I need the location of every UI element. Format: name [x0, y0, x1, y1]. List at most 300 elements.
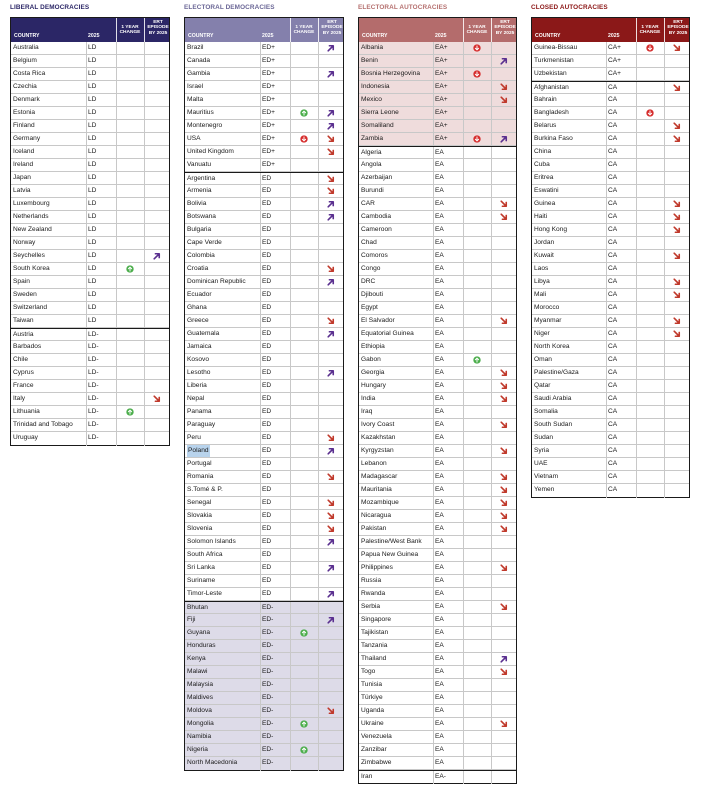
cell-divider [318, 133, 319, 146]
cell-divider [606, 133, 607, 146]
cell-divider [290, 484, 291, 497]
regime-code: ED [262, 187, 272, 194]
cell-divider [260, 302, 261, 315]
cell-divider [491, 42, 492, 55]
cell-divider [606, 315, 607, 328]
cell-divider [636, 445, 637, 458]
cell-divider [491, 393, 492, 406]
cell-divider [433, 55, 434, 68]
country-name: Latvia [13, 187, 31, 194]
cell-divider [318, 224, 319, 237]
cell-divider [433, 757, 434, 770]
cell-divider [491, 771, 492, 784]
country-name: Guinea-Bissau [534, 44, 578, 51]
regime-code: LD- [88, 421, 99, 428]
cell-divider [290, 315, 291, 328]
header-divider [144, 18, 145, 42]
cell-divider [144, 237, 145, 250]
table-row [532, 55, 689, 68]
cell-divider [260, 250, 261, 263]
table-row [185, 172, 343, 185]
cell-divider [491, 185, 492, 198]
cell-divider [463, 276, 464, 289]
country-name: Saudi Arabia [534, 395, 572, 402]
cell-divider [260, 536, 261, 549]
country-name: North Korea [534, 343, 570, 350]
regime-code: ED- [262, 720, 274, 727]
regime-code: EA [435, 538, 444, 545]
regime-code: EA [435, 564, 444, 571]
table-row [532, 211, 689, 224]
table-row [185, 510, 343, 523]
south-east-arrow-icon [673, 122, 681, 130]
cell-divider [491, 315, 492, 328]
cell-divider [116, 107, 117, 120]
table-row [11, 328, 169, 341]
cell-divider [144, 302, 145, 315]
regime-code: ED- [262, 642, 274, 649]
table-row [185, 653, 343, 666]
regime-code: ED [262, 434, 272, 441]
cell-divider [606, 250, 607, 263]
table-row [359, 445, 516, 458]
cell-divider [260, 237, 261, 250]
cell-divider [463, 471, 464, 484]
regime-code: ED [262, 226, 272, 233]
table-row [185, 146, 343, 159]
table-row [532, 68, 689, 81]
cell-divider [433, 393, 434, 406]
table-row [11, 250, 169, 263]
table-row [11, 302, 169, 315]
regime-code: EA [435, 668, 444, 675]
country-name: Paraguay [187, 421, 216, 428]
regime-code: EA [435, 161, 444, 168]
cell-divider [433, 367, 434, 380]
regime-code: EA [435, 720, 444, 727]
cell-divider [116, 341, 117, 354]
regime-code: EA- [435, 773, 446, 780]
regime-code: ED [262, 408, 272, 415]
table-row [185, 679, 343, 692]
cell-divider [144, 250, 145, 263]
regime-code: LD [88, 265, 97, 272]
cell-divider [86, 432, 87, 446]
regime-code: EA [435, 707, 444, 714]
cell-divider [491, 133, 492, 146]
table-row [359, 510, 516, 523]
cell-divider [491, 159, 492, 172]
regime-code: CA [608, 447, 618, 454]
country-name: Palestine/West Bank [361, 538, 422, 545]
cell-divider [433, 341, 434, 354]
cell-divider [260, 419, 261, 432]
table-header [185, 18, 343, 42]
country-name: Romania [187, 473, 214, 480]
cell-divider [433, 771, 434, 784]
cell-divider [318, 614, 319, 627]
regime-code: CA [608, 330, 618, 337]
cell-divider [491, 614, 492, 627]
regime-code: EA [435, 655, 444, 662]
country-name: Equatorial Guinea [361, 330, 414, 337]
country-name: Uzbekistan [534, 70, 567, 77]
cell-divider [318, 588, 319, 601]
regime-code: EA [435, 174, 444, 181]
table-row [532, 250, 689, 263]
regime-code: EA+ [435, 109, 448, 116]
cell-divider [144, 107, 145, 120]
cell-divider [463, 198, 464, 211]
cell-divider [433, 263, 434, 276]
cell-divider [636, 458, 637, 471]
regime-code: ED+ [262, 109, 276, 116]
table-row [532, 484, 689, 497]
cell-divider [433, 510, 434, 523]
cell-divider [86, 250, 87, 263]
cell-divider [606, 82, 607, 94]
regime-code: EA [435, 252, 444, 259]
cell-divider [433, 354, 434, 367]
cell-divider [144, 432, 145, 446]
cell-divider [290, 107, 291, 120]
cell-divider [290, 146, 291, 159]
north-east-arrow-icon [327, 122, 335, 130]
cell-divider [463, 159, 464, 172]
circle-down-arrow-icon [646, 44, 654, 52]
country-name: Ethiopia [361, 343, 385, 350]
north-east-arrow-icon [327, 538, 335, 546]
regime-code: CA [608, 213, 618, 220]
cell-divider [491, 107, 492, 120]
table-row [185, 328, 343, 341]
country-name: Dominican Republic [187, 278, 246, 285]
cell-divider [433, 94, 434, 107]
table-row [532, 198, 689, 211]
cell-divider [260, 666, 261, 679]
regime-code: ED [262, 525, 272, 532]
country-table [184, 17, 344, 771]
cell-divider [606, 341, 607, 354]
table-row [359, 666, 516, 679]
country-table [358, 17, 517, 784]
cell-divider [463, 497, 464, 510]
country-name: Papua New Guinea [361, 551, 419, 558]
regime-code: EA+ [435, 70, 448, 77]
country-name: Sudan [534, 434, 554, 441]
cell-divider [290, 602, 291, 614]
cell-divider [606, 172, 607, 185]
cell-divider [463, 55, 464, 68]
south-east-arrow-icon [500, 369, 508, 377]
cell-divider [606, 445, 607, 458]
regime-code: LD- [88, 395, 99, 402]
cell-divider [463, 341, 464, 354]
cell-divider [318, 627, 319, 640]
cell-divider [318, 497, 319, 510]
cell-divider [290, 549, 291, 562]
cell-divider [606, 380, 607, 393]
cell-divider [290, 263, 291, 276]
table-row [11, 55, 169, 68]
cell-divider [318, 666, 319, 679]
country-name: Eritrea [534, 174, 554, 181]
table-row [359, 302, 516, 315]
cell-divider [290, 640, 291, 653]
cell-divider [290, 211, 291, 224]
country-name: Maldives [187, 694, 214, 701]
cell-divider [463, 42, 464, 55]
country-name: Iceland [13, 148, 35, 155]
cell-divider [290, 367, 291, 380]
cell-divider [664, 328, 665, 341]
regime-code: ED [262, 590, 272, 597]
country-name: Chad [361, 239, 377, 246]
cell-divider [433, 653, 434, 666]
regime-code: EA [435, 239, 444, 246]
table-row [532, 419, 689, 432]
south-east-arrow-icon [327, 499, 335, 507]
south-east-arrow-icon [327, 707, 335, 715]
cell-divider [318, 744, 319, 757]
cell-divider [318, 367, 319, 380]
table-row [532, 380, 689, 393]
cell-divider [116, 302, 117, 315]
cell-divider [116, 393, 117, 406]
regime-code: EA+ [435, 83, 448, 90]
table-row [185, 718, 343, 731]
country-name: Serbia [361, 603, 381, 610]
country-name: Barbados [13, 343, 42, 350]
country-name: Mali [534, 291, 547, 298]
table-row [359, 562, 516, 575]
cell-divider [491, 55, 492, 68]
country-name: Thailand [361, 655, 387, 662]
country-name: Solomon Islands [187, 538, 236, 545]
cell-divider [636, 484, 637, 498]
table-row [11, 315, 169, 328]
cell-divider [260, 692, 261, 705]
country-name: Tajikistan [361, 629, 389, 636]
cell-divider [260, 679, 261, 692]
cell-divider [260, 562, 261, 575]
table-row [359, 224, 516, 237]
cell-divider [463, 211, 464, 224]
regime-code: LD [88, 174, 97, 181]
table-row [359, 536, 516, 549]
table-row [11, 237, 169, 250]
cell-divider [116, 133, 117, 146]
cell-divider [318, 94, 319, 107]
table-row [359, 211, 516, 224]
table-row [185, 497, 343, 510]
circle-down-arrow-icon [646, 109, 654, 117]
cell-divider [606, 146, 607, 159]
country-name: Colombia [187, 252, 215, 259]
cell-divider [260, 315, 261, 328]
regime-code: ED- [262, 759, 274, 766]
cell-divider [664, 432, 665, 445]
country-name: Ivory Coast [361, 421, 395, 428]
table-row [185, 211, 343, 224]
cell-divider [116, 367, 117, 380]
country-name: Japan [13, 174, 31, 181]
table-row [185, 575, 343, 588]
table-row [359, 380, 516, 393]
cell-divider [463, 536, 464, 549]
north-east-arrow-icon [153, 252, 161, 260]
cell-divider [116, 289, 117, 302]
regime-code: LD [88, 239, 97, 246]
cell-divider [463, 484, 464, 497]
country-name: Sierra Leone [361, 109, 399, 116]
cell-divider [491, 497, 492, 510]
cell-divider [433, 588, 434, 601]
north-east-arrow-icon [327, 564, 335, 572]
cell-divider [664, 354, 665, 367]
column-header-year: 2025 [262, 32, 274, 39]
table-row [359, 601, 516, 614]
regime-code: ED [262, 486, 272, 493]
regime-code: ED [262, 447, 272, 454]
cell-divider [318, 263, 319, 276]
cell-divider [491, 705, 492, 718]
table-row [11, 432, 169, 445]
regime-code: ED [262, 239, 272, 246]
cell-divider [433, 211, 434, 224]
regime-code: CA [608, 382, 618, 389]
cell-divider [318, 562, 319, 575]
regime-code: CA [608, 395, 618, 402]
cell-divider [260, 211, 261, 224]
country-name: Oman [534, 356, 552, 363]
cell-divider [463, 718, 464, 731]
regime-code: EA [435, 304, 444, 311]
cell-divider [260, 289, 261, 302]
table-row [532, 302, 689, 315]
regime-code: CA [608, 408, 618, 415]
table-row [185, 81, 343, 94]
cell-divider [606, 68, 607, 81]
south-east-arrow-icon [327, 135, 335, 143]
country-name: Peru [187, 434, 201, 441]
cell-divider [491, 81, 492, 94]
north-east-arrow-icon [327, 590, 335, 598]
cell-divider [290, 718, 291, 731]
cell-divider [463, 419, 464, 432]
south-east-arrow-icon [327, 525, 335, 533]
south-east-arrow-icon [500, 395, 508, 403]
cell-divider [433, 328, 434, 341]
cell-divider [318, 159, 319, 172]
cell-divider [491, 627, 492, 640]
cell-divider [463, 458, 464, 471]
table-row [359, 575, 516, 588]
cell-divider [290, 588, 291, 601]
country-table [531, 17, 690, 498]
cell-divider [144, 224, 145, 237]
cell-divider [491, 549, 492, 562]
cell-divider [116, 159, 117, 172]
regime-code: EA [435, 499, 444, 506]
country-name: Malawi [187, 668, 208, 675]
cell-divider [463, 562, 464, 575]
cell-divider [664, 198, 665, 211]
cell-divider [491, 341, 492, 354]
cell-divider [463, 640, 464, 653]
north-east-arrow-icon [327, 278, 335, 286]
country-name: Mozambique [361, 499, 399, 506]
cell-divider [260, 705, 261, 718]
table-row [532, 341, 689, 354]
table-row [185, 302, 343, 315]
regime-code: LD- [88, 408, 99, 415]
table-row [185, 627, 343, 640]
cell-divider [664, 289, 665, 302]
table-row [359, 549, 516, 562]
regime-code: LD- [88, 343, 99, 350]
country-name: Haiti [534, 213, 548, 220]
south-east-arrow-icon [500, 317, 508, 325]
header-divider [636, 18, 637, 42]
table-row [532, 94, 689, 107]
north-east-arrow-icon [327, 369, 335, 377]
country-name: Costa Rica [13, 70, 46, 77]
country-name: France [13, 382, 34, 389]
cell-divider [433, 601, 434, 614]
cell-divider [318, 575, 319, 588]
country-name: Syria [534, 447, 550, 454]
country-name: Rwanda [361, 590, 386, 597]
country-name: Italy [13, 395, 26, 402]
cell-divider [318, 354, 319, 367]
column-title: CLOSED AUTOCRACIES [531, 4, 608, 11]
table-row [359, 42, 516, 55]
south-east-arrow-icon [500, 603, 508, 611]
table-row [11, 146, 169, 159]
cell-divider [260, 523, 261, 536]
country-name: Eswatini [534, 187, 559, 194]
country-table [10, 17, 170, 446]
country-name: Uganda [361, 707, 385, 714]
cell-divider [290, 55, 291, 68]
cell-divider [491, 289, 492, 302]
table-row [359, 55, 516, 68]
regime-code: LD [88, 122, 97, 129]
cell-divider [116, 42, 117, 55]
country-name: Azerbaijan [361, 174, 393, 181]
cell-divider [290, 575, 291, 588]
table-row [532, 159, 689, 172]
cell-divider [636, 198, 637, 211]
cell-divider [144, 406, 145, 419]
cell-divider [318, 536, 319, 549]
cell-divider [606, 237, 607, 250]
cell-divider [260, 549, 261, 562]
country-name: Seychelles [13, 252, 45, 259]
table-row [185, 692, 343, 705]
country-name: Netherlands [13, 213, 49, 220]
cell-divider [290, 133, 291, 146]
table-row [185, 42, 343, 55]
cell-divider [290, 173, 291, 185]
regime-code: ED- [262, 694, 274, 701]
cell-divider [318, 237, 319, 250]
regime-code: LD [88, 57, 97, 64]
country-name: Venezuela [361, 733, 392, 740]
regime-code: LD- [88, 356, 99, 363]
cell-divider [86, 55, 87, 68]
